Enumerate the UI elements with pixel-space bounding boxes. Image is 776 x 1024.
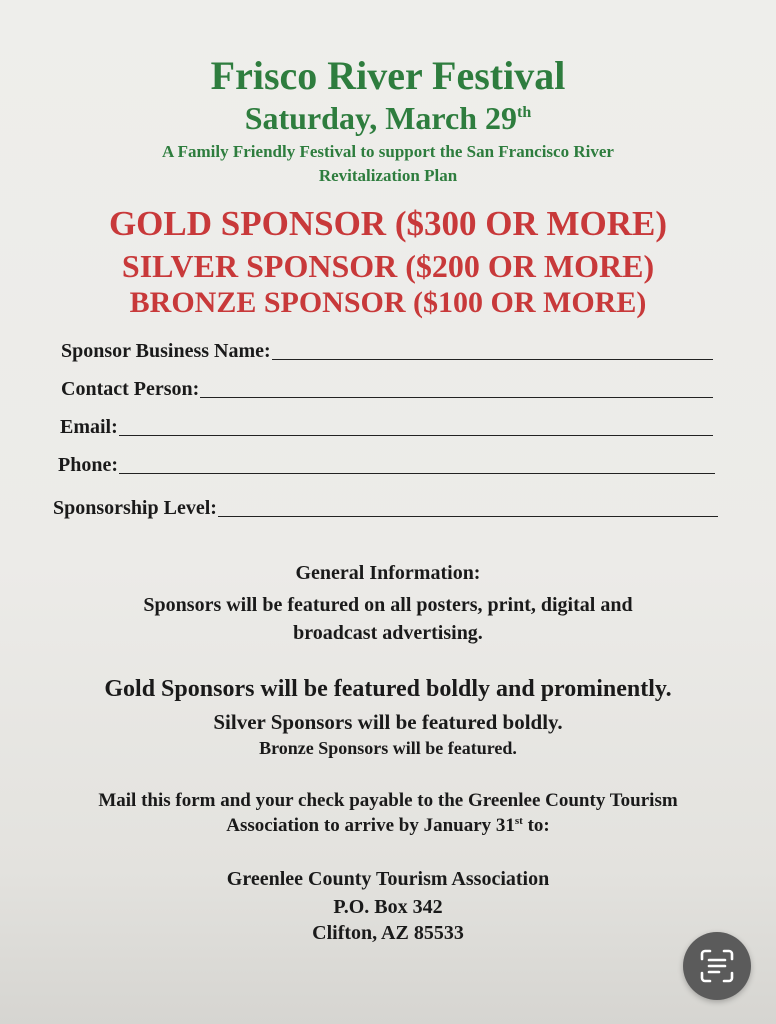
sponsorship-level-field — [53, 497, 718, 520]
contact-person-label: Contact Person: — [61, 378, 200, 400]
gold-sponsor-level: GOLD SPONSOR ($300 OR MORE) — [108, 204, 668, 243]
sponsorship-level-blank — [218, 515, 718, 517]
address-line3: Clifton, AZ 85533 — [312, 922, 464, 944]
business-name-label: Sponsor Business Name: — [61, 340, 271, 362]
bronze-sponsor-level: BRONZE SPONSOR ($100 OR MORE) — [129, 286, 647, 319]
contact-person-blank — [200, 396, 713, 398]
address-line1: Greenlee County Tourism Association — [226, 868, 550, 890]
sponsorship-level-label: Sponsorship Level: — [53, 497, 217, 519]
silver-sponsor-level: SILVER SPONSOR ($200 OR MORE) — [121, 248, 655, 284]
business-name-field — [61, 340, 713, 363]
phone-label: Phone: — [58, 454, 118, 476]
scan-text-icon — [698, 947, 736, 985]
mail-deadline-text: Association to arrive by January 31 — [226, 815, 515, 836]
mail-instructions-line1: Mail this form and your check payable to the Greenlee County Tourism — [98, 790, 678, 811]
silver-benefit: Silver Sponsors will be featured boldly. — [213, 710, 563, 734]
address-line2: P.O. Box 342 — [333, 896, 443, 918]
mail-instructions-line2 — [0, 815, 776, 837]
email-field — [60, 416, 713, 439]
mail-deadline-end: to: — [522, 815, 550, 836]
festival-date — [0, 100, 776, 137]
bronze-benefit: Bronze Sponsors will be featured. — [259, 738, 517, 758]
general-info-line2: broadcast advertising. — [293, 622, 483, 644]
festival-title: Frisco River Festival — [210, 53, 566, 98]
general-info-heading: General Information: — [295, 562, 481, 584]
scan-text-button[interactable] — [683, 932, 751, 1000]
festival-subtitle-line2: Revitalization Plan — [318, 166, 458, 185]
general-info-line1: Sponsors will be featured on all posters, print, digital and — [143, 594, 633, 616]
business-name-blank — [272, 358, 713, 360]
mail-deadline-suffix: st — [514, 815, 523, 827]
festival-subtitle-line1: A Family Friendly Festival to support the San Francisco River — [162, 142, 614, 161]
festival-date-text: Saturday, March 29 — [244, 100, 518, 136]
gold-benefit: Gold Sponsors will be featured boldly and prominently. — [104, 676, 672, 702]
phone-blank — [119, 472, 715, 474]
phone-field — [58, 454, 715, 477]
email-label: Email: — [60, 416, 118, 438]
contact-person-field — [61, 378, 713, 401]
email-blank — [119, 434, 713, 436]
festival-date-suffix: th — [517, 104, 532, 121]
